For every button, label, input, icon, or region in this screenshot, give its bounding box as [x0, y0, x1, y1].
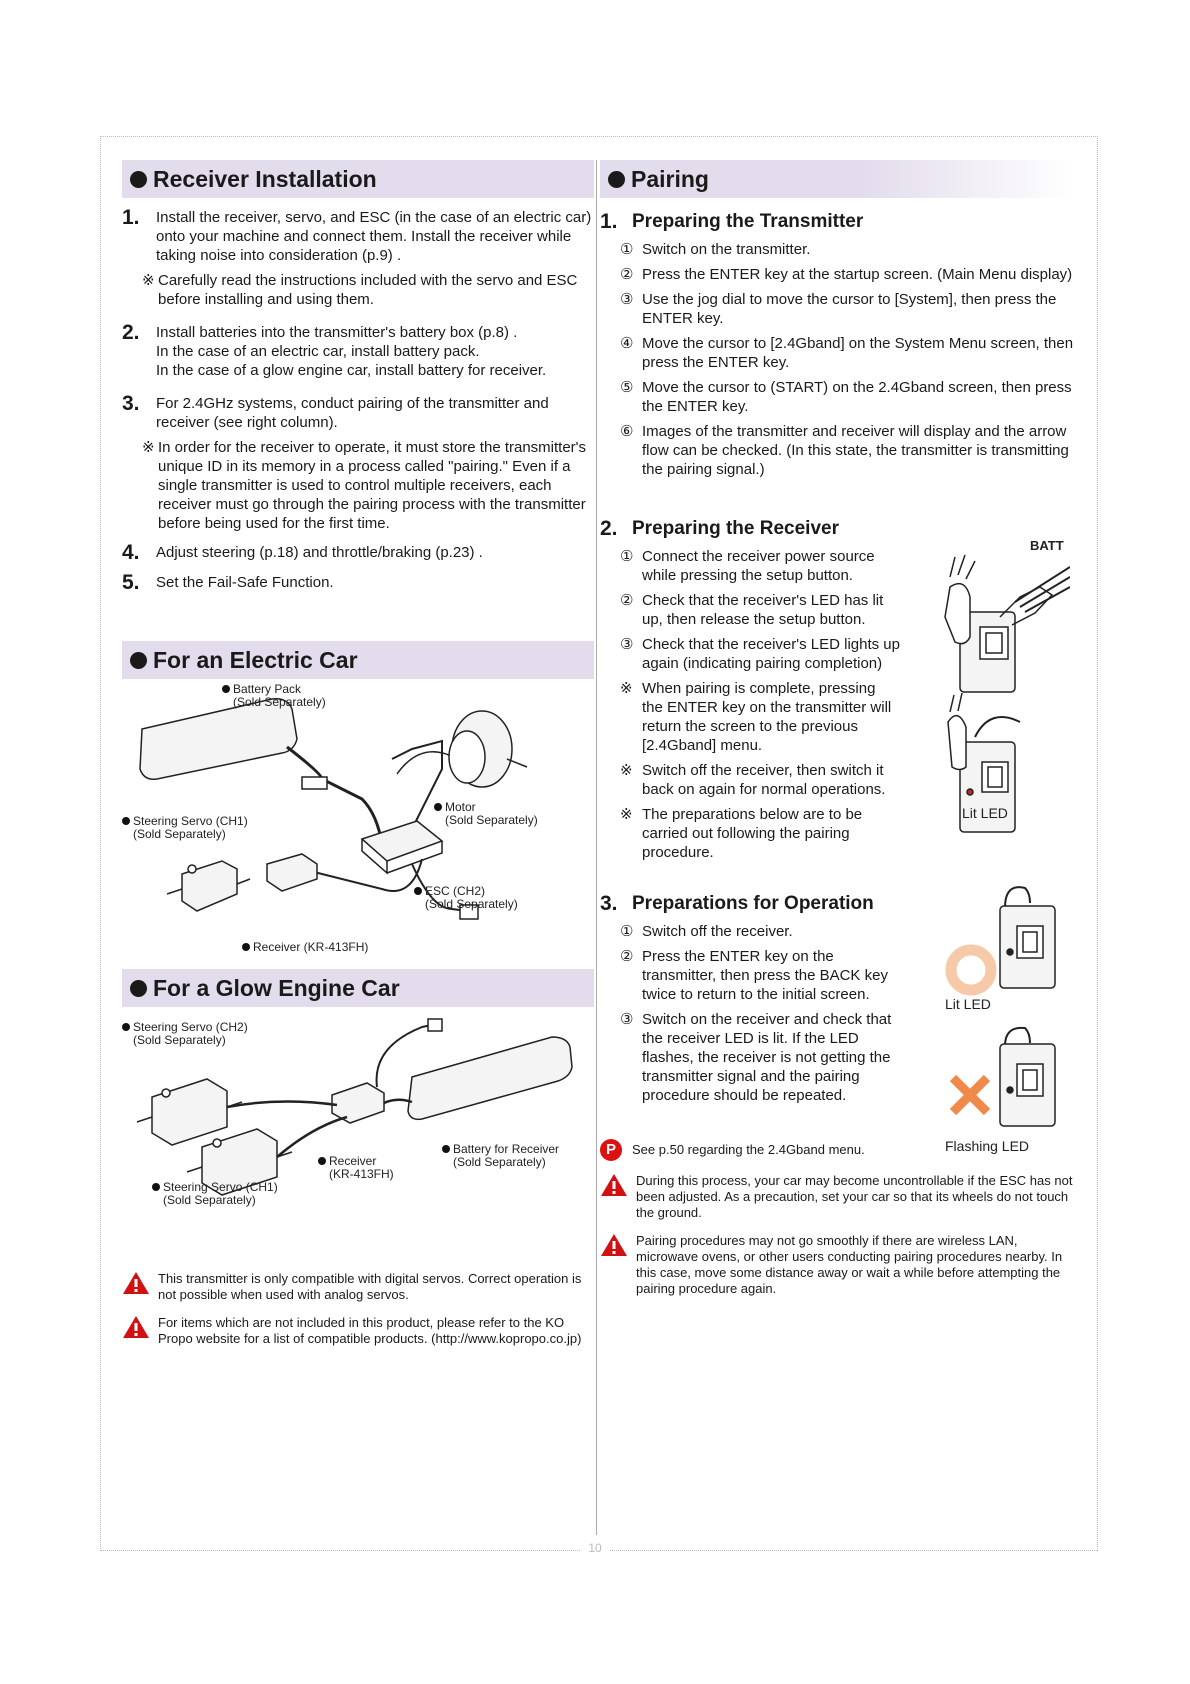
step-text-glow: In the case of a glow engine car, install battery for receiver.	[156, 362, 547, 379]
op-item-1: ① Switch off the receiver.	[620, 923, 793, 940]
label-receiver: Receiver (KR-413FH)	[242, 941, 368, 954]
preparing-receiver-title	[600, 517, 1074, 541]
step-text: Set the Fail-Safe Function.	[156, 574, 334, 591]
label-receiver: Receiver (KR-413FH)	[318, 1155, 394, 1181]
p-icon: P	[600, 1139, 622, 1161]
step-number: 4.	[122, 541, 140, 564]
operation-steps	[600, 922, 900, 1105]
subsection-number: 3.	[600, 892, 618, 915]
subsection-number: 2.	[600, 517, 618, 540]
step-text: Adjust steering (p.18) and throttle/braking (p.23) .	[156, 544, 483, 561]
rx-note-3: ※ The preparations below are to be carried out following the pairing procedure.	[620, 806, 863, 861]
tx-item-5: ⑤ Move the cursor to (START) on the 2.4Gband screen, then press the ENTER key.	[620, 379, 1072, 415]
glow-car-header	[122, 969, 594, 1007]
tx-item-4: ④ Move the cursor to [2.4Gband] on the System Menu screen, then press the ENTER key.	[620, 335, 1074, 371]
step-number: 5.	[122, 571, 140, 594]
note-text: In order for the receiver to operate, it must store the transmitter's unique ID in its memory in a process called "pairing." Even if a single transmitter is used to control multiple receivers, each receiver must go through the pairing process with the transmitter before being used for the first time.	[158, 439, 587, 532]
step-3	[122, 394, 594, 432]
bullet-icon	[130, 652, 147, 669]
label-esc: ESC (CH2) (Sold Separately)	[414, 885, 518, 911]
step-2	[122, 323, 594, 380]
pairing-header	[600, 160, 1074, 198]
warning-icon	[122, 1315, 158, 1347]
lit-led-label: Lit LED	[962, 805, 1008, 821]
lit-led-label: Lit LED	[945, 996, 991, 1012]
note-mark: ※	[142, 272, 155, 289]
subsection-title: Preparing the Receiver	[632, 518, 839, 539]
footer-rule-left	[100, 1550, 580, 1551]
step-number: 2.	[122, 321, 140, 344]
step-text: For 2.4GHz systems, conduct pairing of the transmitter and receiver (see right column).	[156, 395, 549, 431]
bullet-icon	[130, 980, 147, 997]
step-4	[122, 543, 594, 563]
label-steering-servo-ch1: Steering Servo (CH1) (Sold Separately)	[152, 1181, 278, 1207]
step-1	[122, 208, 594, 265]
bullet-icon	[608, 171, 625, 188]
section-title: Pairing	[631, 166, 709, 192]
warning-icon	[600, 1173, 636, 1221]
op-item-2: ② Press the ENTER key on the transmitter, then press the BACK key twice to return to the initial screen.	[620, 948, 888, 1003]
bullet-icon	[130, 171, 147, 188]
tx-item-3: ③ Use the jog dial to move the cursor to [System], then press the ENTER key.	[620, 291, 1057, 327]
section-title: For an Electric Car	[153, 647, 358, 673]
tx-item-2: ② Press the ENTER key at the startup screen. (Main Menu display)	[620, 266, 1073, 283]
section-title: For a Glow Engine Car	[153, 975, 400, 1001]
label-steering-servo-ch2: Steering Servo (CH2) (Sold Separately)	[122, 1021, 248, 1047]
label-battery-receiver: Battery for Receiver (Sold Separately)	[442, 1143, 559, 1169]
rx-note-2: ※ Switch off the receiver, then switch it back on again for normal operations.	[620, 762, 886, 798]
note-text: Carefully read the instructions included with the servo and ESC before installing and using them.	[158, 272, 578, 308]
warning-website	[122, 1315, 594, 1347]
warning-text: During this process, your car may become uncontrollable if the ESC has not been adjusted. As a precaution, set your car so that its wheels do not touch the ground.	[636, 1173, 1073, 1220]
step-text: Install batteries into the transmitter's battery box (p.8) .	[156, 324, 518, 341]
receiver-installation-header	[122, 160, 594, 198]
note-mark: ※	[142, 439, 155, 456]
step-text: Install the receiver, servo, and ESC (in the case of an electric car) onto your machine and connect them. Install the receiver while taking noise into consideration (p.9) .	[156, 209, 592, 264]
rx-item-2: ② Check that the receiver's LED has lit up, then release the setup button.	[620, 592, 884, 628]
tx-item-1: ① Switch on the transmitter.	[620, 241, 811, 258]
label-steering-servo: Steering Servo (CH1) (Sold Separately)	[122, 815, 248, 841]
column-divider	[596, 160, 597, 1535]
section-title: Receiver Installation	[153, 166, 377, 192]
label-battery-pack: Battery Pack (Sold Separately)	[222, 683, 326, 709]
warning-digital-servos	[122, 1271, 594, 1303]
subsection-title: Preparations for Operation	[632, 893, 874, 914]
warning-interference	[600, 1233, 1074, 1297]
warning-icon	[600, 1233, 636, 1297]
step-number: 3.	[122, 392, 140, 415]
page-number: 10	[580, 1541, 610, 1555]
rx-item-3: ③ Check that the receiver's LED lights up again (indicating pairing completion)	[620, 636, 900, 672]
preparing-receiver-block	[600, 517, 1074, 862]
receiver-setup-illustration	[940, 547, 1070, 847]
step-text-electric: In the case of an electric car, install battery pack.	[156, 343, 480, 360]
note-pairing	[142, 438, 594, 533]
receiver-steps	[600, 547, 900, 862]
flashing-led-label: Flashing LED	[945, 1138, 1030, 1154]
label-motor: Motor (Sold Separately)	[434, 801, 538, 827]
op-item-3: ③ Switch on the receiver and check that the receiver LED is lit. If the LED flashes, the receiver is not getting the transmitter signal and the pairing procedure should be repeated.	[620, 1011, 892, 1104]
warning-text: This transmitter is only compatible with digital servos. Correct operation is not possible when used with analog servos.	[158, 1271, 582, 1302]
subsection-title: Preparing the Transmitter	[632, 211, 864, 232]
left-column	[122, 160, 594, 1347]
warning-uncontrollable	[600, 1173, 1074, 1221]
preparing-transmitter-title	[600, 210, 1074, 234]
step-number: 1.	[122, 206, 140, 229]
step-5	[122, 573, 594, 593]
rx-item-1: ① Connect the receiver power source while pressing the setup button.	[620, 548, 875, 584]
glow-car-diagram	[122, 1007, 594, 1259]
note-servo-esc	[142, 271, 594, 309]
electric-car-diagram	[122, 679, 594, 969]
warning-text: Pairing procedures may not go smoothly if there are wireless LAN, microwave ovens, or other users conducting pairing procedures nearby. In this case, move some distance away or wait a while before attempting the pairing procedure again.	[636, 1233, 1063, 1296]
operation-led-illustration	[945, 878, 1075, 1158]
batt-label: BATT	[1030, 538, 1064, 553]
electric-car-header	[122, 641, 594, 679]
rx-note-1: ※ When pairing is complete, pressing the ENTER key on the transmitter will return the screen to the previous [2.4Gband] menu.	[620, 680, 892, 754]
tx-item-6: ⑥ Images of the transmitter and receiver will display and the arrow flow can be checked. (In this state, the transmitter is transmitting the pairing signal.)	[620, 423, 1069, 478]
warning-icon	[122, 1271, 158, 1303]
footer-rule-right	[610, 1550, 1097, 1551]
right-column	[600, 160, 1074, 1297]
step-text-block	[156, 323, 546, 380]
subsection-number: 1.	[600, 210, 618, 233]
warning-text: For items which are not included in this product, please refer to the KO Propo website for a list of compatible products. (http://www.kopropo.co.jp)	[158, 1315, 582, 1346]
p-note-text: See p.50 regarding the 2.4Gband menu.	[632, 1142, 865, 1157]
